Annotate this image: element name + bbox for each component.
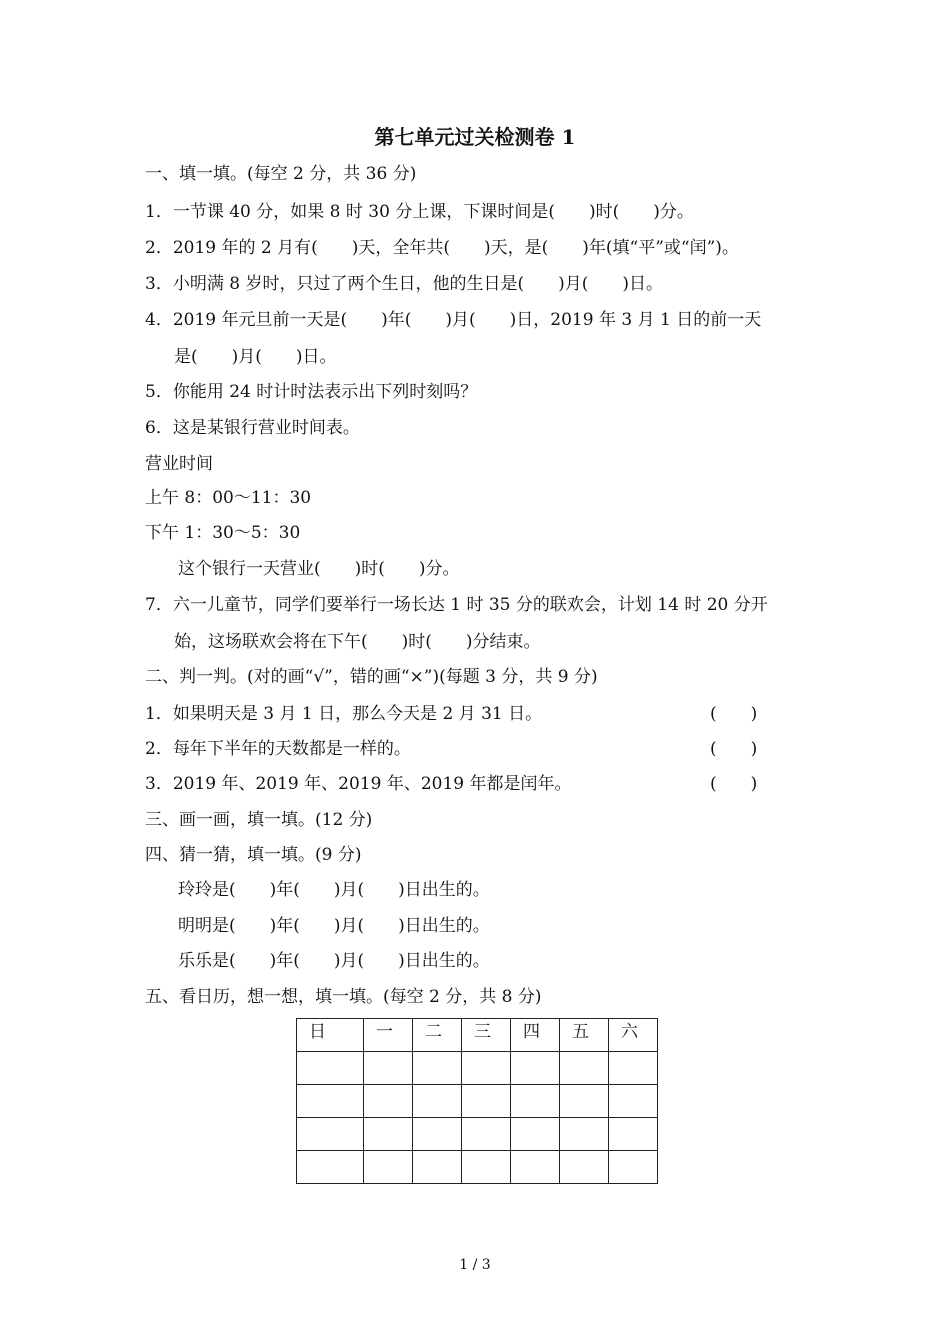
calendar-cell <box>560 1118 609 1151</box>
question-2-3: 3．2019 年、2019 年、2019 年、2019 年都是闰年。 <box>145 774 572 794</box>
weekday-thursday: 四 <box>511 1019 560 1052</box>
guess-line-mingming: 明明是( )年( )月( )日出生的。 <box>178 916 490 936</box>
calendar-cell <box>511 1118 560 1151</box>
calendar-cell <box>297 1118 364 1151</box>
calendar-cell <box>462 1052 511 1085</box>
question-1-7-continued: 始，这场联欢会将在下午( )时( )分结束。 <box>174 632 541 652</box>
calendar-cell <box>297 1052 364 1085</box>
calendar-cell <box>297 1151 364 1184</box>
calendar-row <box>297 1151 658 1184</box>
calendar-cell <box>364 1085 413 1118</box>
page-number: 1 / 3 <box>459 1257 491 1273</box>
calendar-cell <box>297 1085 364 1118</box>
section-5-heading: 五、看日历，想一想，填一填。(每空 2 分，共 8 分) <box>145 987 542 1007</box>
calendar-cell <box>462 1118 511 1151</box>
question-1-4-continued: 是( )月( )日。 <box>174 347 337 367</box>
weekday-saturday: 六 <box>609 1019 658 1052</box>
calendar-cell <box>413 1151 462 1184</box>
calendar-cell <box>560 1151 609 1184</box>
answer-paren-2-2: ( ) <box>710 739 758 759</box>
guess-line-lele: 乐乐是( )年( )月( )日出生的。 <box>178 951 490 971</box>
calendar-cell <box>560 1085 609 1118</box>
section-4-heading: 四、猜一猜，填一填。(9 分) <box>145 845 362 865</box>
section-3-heading: 三、画一画，填一填。(12 分) <box>145 810 373 830</box>
hours-morning: 上午 8：00～11：30 <box>145 488 312 508</box>
section-1-heading: 一、填一填。(每空 2 分，共 36 分) <box>145 164 417 184</box>
question-1-3: 3．小明满 8 岁时，只过了两个生日，他的生日是( )月( )日。 <box>145 274 663 294</box>
calendar-row <box>297 1052 658 1085</box>
section-2-heading: 二、判一判。(对的画“√”，错的画“×”)(每题 3 分，共 9 分) <box>145 667 598 687</box>
calendar-cell <box>609 1118 658 1151</box>
answer-paren-2-1: ( ) <box>710 704 758 724</box>
question-1-6: 6．这是某银行营业时间表。 <box>145 418 360 438</box>
question-2-2: 2．每年下半年的天数都是一样的。 <box>145 739 411 759</box>
calendar-cell <box>560 1052 609 1085</box>
hours-afternoon: 下午 1：30～5：30 <box>145 523 301 543</box>
guess-line-lingling: 玲玲是( )年( )月( )日出生的。 <box>178 880 490 900</box>
calendar-cell <box>364 1118 413 1151</box>
calendar-cell <box>462 1085 511 1118</box>
calendar-cell <box>609 1151 658 1184</box>
calendar-header-row <box>297 1019 658 1052</box>
question-2-1: 1．如果明天是 3 月 1 日，那么今天是 2 月 31 日。 <box>145 704 543 724</box>
page-title: 第七单元过关检测卷 1 <box>374 125 576 149</box>
calendar-cell <box>413 1118 462 1151</box>
question-1-4: 4．2019 年元旦前一天是( )年( )月( )日，2019 年 3 月 1 日的前一天 <box>145 310 762 330</box>
calendar-cell <box>413 1052 462 1085</box>
weekday-tuesday: 二 <box>413 1019 462 1052</box>
calendar-cell <box>511 1052 560 1085</box>
calendar-cell <box>609 1085 658 1118</box>
question-1-5: 5．你能用 24 时计时法表示出下列时刻吗？ <box>145 382 478 402</box>
calendar-cell <box>511 1151 560 1184</box>
calendar-table <box>296 1018 658 1184</box>
calendar-cell <box>364 1151 413 1184</box>
hours-title: 营业时间 <box>145 454 213 474</box>
calendar-cell <box>609 1052 658 1085</box>
calendar-cell <box>413 1085 462 1118</box>
question-1-2: 2．2019 年的 2 月有( )天，全年共( )天，是( )年(填“平”或“闰”)。 <box>145 238 739 258</box>
question-1-7: 7．六一儿童节，同学们要举行一场长达 1 时 35 分的联欢会，计划 14 时 20 分开 <box>145 595 768 615</box>
weekday-sunday: 日 <box>297 1019 364 1052</box>
weekday-wednesday: 三 <box>462 1019 511 1052</box>
answer-paren-2-3: ( ) <box>710 774 758 794</box>
calendar-cell <box>364 1052 413 1085</box>
calendar-row <box>297 1118 658 1151</box>
calendar-cell <box>511 1085 560 1118</box>
question-1-1: 1．一节课 40 分，如果 8 时 30 分上课，下课时间是( )时( )分。 <box>145 202 694 222</box>
weekday-monday: 一 <box>364 1019 413 1052</box>
calendar-cell <box>462 1151 511 1184</box>
calendar-row <box>297 1085 658 1118</box>
weekday-friday: 五 <box>560 1019 609 1052</box>
question-1-6-blank: 这个银行一天营业( )时( )分。 <box>178 559 460 579</box>
